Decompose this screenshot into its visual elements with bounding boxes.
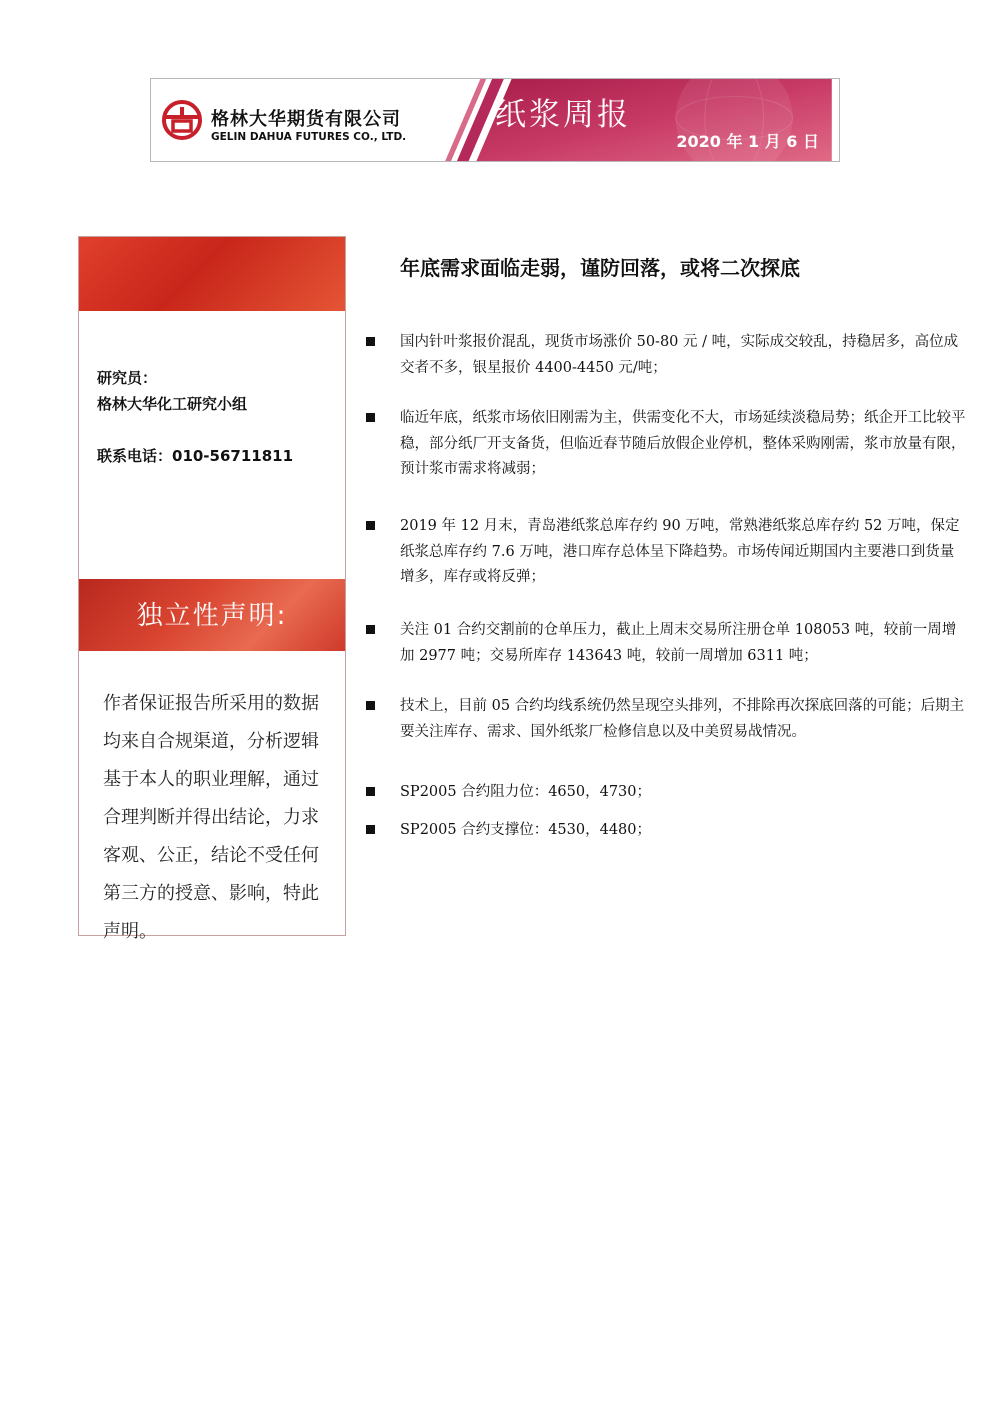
company-name-en: GELIN DAHUA FUTURES CO., LTD.	[211, 131, 407, 143]
logo-icon	[161, 99, 203, 141]
header-banner	[150, 78, 840, 162]
square-bullet-icon	[366, 625, 375, 634]
list-item-text: 国内针叶浆报价混乱，现货市场涨价 50-80 元 / 吨，实际成交较乱，持稳居多，高位成交者不多，银星报价 4400-4450 元/吨；	[400, 334, 959, 376]
list-item-text: 2019 年 12 月末，青岛港纸浆总库存约 90 万吨，常熟港纸浆总库存约 52 万吨，保定纸浆总库存约 7.6 万吨，港口库存总体呈下降趋势。市场传闻近期国内主要港口到货量增多，库存或将反弹；	[400, 518, 960, 585]
square-bullet-icon	[366, 337, 375, 346]
report-date: 2020 年 1 月 6 日	[676, 132, 819, 151]
company-name-cn: 格林大华期货有限公司	[211, 109, 401, 130]
disclaimer-title: 独立性声明:	[136, 601, 288, 631]
list-item-text: SP2005 合约支撑位：4530，4480；	[400, 822, 652, 838]
contact-phone: 联系电话：010-56711811	[97, 447, 294, 465]
square-bullet-icon	[366, 825, 375, 834]
list-item-text: 关注 01 合约交割前的仓单压力，截止上周末交易所注册仓单 108053 吨，较前一周增加 2977 吨；交易所库存 143643 吨，较前一周增加 6311 吨；	[400, 622, 957, 664]
square-bullet-icon	[366, 413, 375, 422]
square-bullet-icon	[366, 787, 375, 796]
researcher-label: 研究员：	[97, 369, 158, 387]
sidebar-top-band	[79, 237, 345, 311]
report-title: 纸浆周报	[495, 97, 631, 133]
sidebar-panel	[78, 236, 346, 942]
researcher-name: 格林大华化工研究小组	[97, 395, 248, 413]
list-item-text: 临近年底，纸浆市场依旧刚需为主，供需变化不大，市场延续淡稳局势；纸企开工比较平稳，部分纸厂开支备货，但临近春节随后放假企业停机，整体采购刚需，浆市放量有限，预计浆市需求将减弱；	[400, 410, 966, 477]
disclaimer-text: 作者保证报告所采用的数据均来自合规渠道，分析逻辑基于本人的职业理解，通过合理判断并得出结论，力求客观、公正，结论不受任何第三方的授意、影响，特此声明。	[103, 693, 319, 942]
square-bullet-icon	[366, 521, 375, 530]
company-logo	[161, 93, 461, 149]
list-item-text: 技术上，目前 05 合约均线系统仍然呈现空头排列，不排除再次探底回落的可能；后期主要关注库存、需求、国外纸浆厂检修信息以及中美贸易战情况。	[400, 698, 965, 740]
page-headline: 年底需求面临走弱，谨防回落，或将二次探底	[400, 256, 800, 280]
square-bullet-icon	[366, 701, 375, 710]
disclaimer-header	[79, 579, 345, 651]
list-item-text: SP2005 合约阻力位：4650，4730；	[400, 784, 652, 800]
